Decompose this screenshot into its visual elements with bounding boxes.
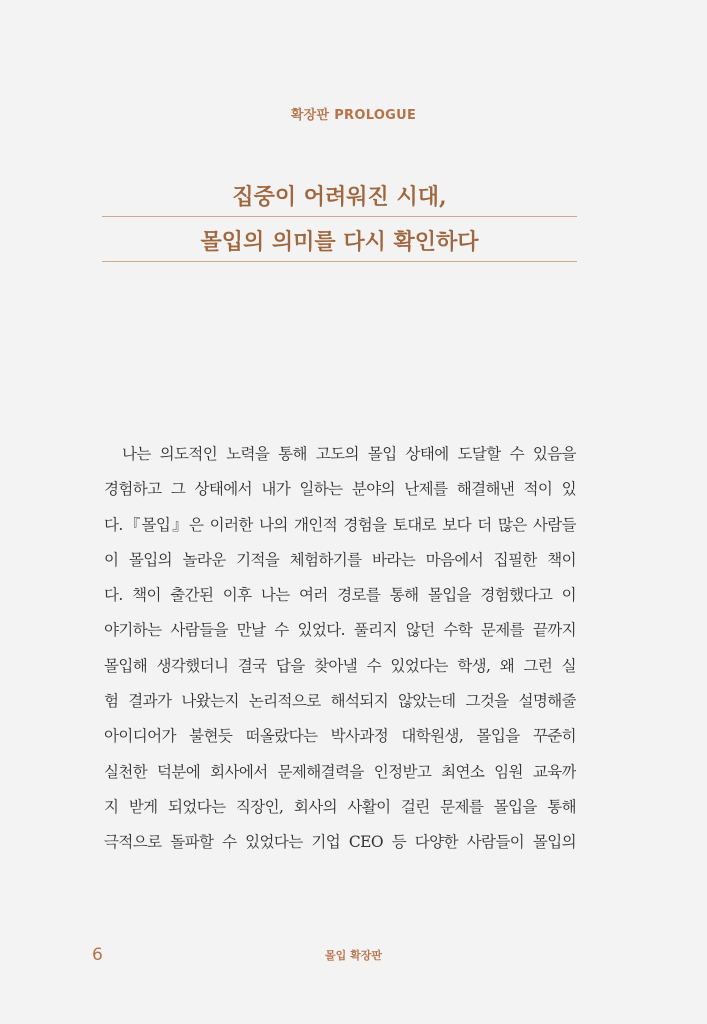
body-line: 이 몰입의 놀라운 기적을 체험하기를 바라는 마음에서 집필한 책이	[104, 550, 576, 569]
body-line: 실천한 덕분에 회사에서 문제해결력을 인정받고 최연소 임원 교육까	[104, 762, 576, 781]
body-line: 야기하는 사람들을 만날 수 있었다. 풀리지 않던 수학 문제를 끝까지	[104, 621, 576, 640]
section-label: 확장판 PROLOGUE	[290, 108, 417, 123]
body-line: 경험하고 그 상태에서 내가 일하는 분야의 난제를 해결해낸 적이 있	[104, 480, 576, 499]
page-number: 6	[92, 945, 103, 965]
body-line: 나는 의도적인 노력을 통해 고도의 몰입 상태에 도달할 수 있음을	[122, 445, 576, 463]
title-line-1: 집중이 어려워진 시대,	[232, 184, 447, 210]
body-line: 아이디어가 불현듯 떠올랐다는 박사과정 대학원생, 몰입을 꾸준히	[104, 727, 576, 746]
body-line: 극적으로 돌파할 수 있었다는 기업 CEO 등 다양한 사람들이 몰입의	[104, 833, 576, 852]
title-divider-1	[102, 216, 577, 217]
body-line: 지 받게 되었다는 직장인, 회사의 사활이 걸린 문제를 몰입을 통해	[104, 797, 576, 816]
body-line: 다. 책이 출간된 이후 나는 여러 경로를 통해 몰입을 경험했다고 이	[104, 586, 576, 605]
chapter-title	[102, 178, 577, 268]
body-paragraph	[104, 437, 576, 861]
title-line-2: 몰입의 의미를 다시 확인하다	[200, 229, 479, 255]
title-divider-2	[102, 261, 577, 262]
body-line: 다.『몰입』은 이러한 나의 개인적 경험을 토대로 보다 더 많은 사람들	[104, 515, 576, 534]
body-line: 험 결과가 나왔는지 논리적으로 해석되지 않았는데 그것을 설명해줄	[104, 692, 576, 711]
body-line: 몰입해 생각했더니 결국 답을 찾아낼 수 있었다는 학생, 왜 그런 실	[104, 656, 576, 675]
running-title: 몰입 확장판	[325, 949, 382, 962]
